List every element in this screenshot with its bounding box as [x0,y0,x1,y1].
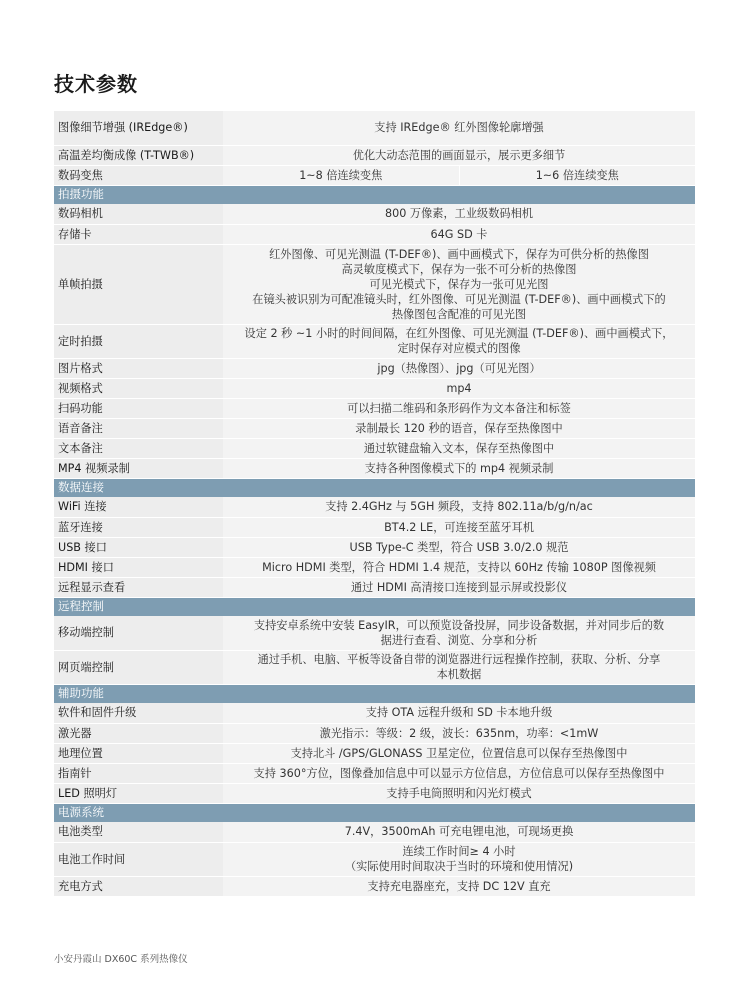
section-header [54,185,695,204]
spec-value-line: 通过手机、电脑、平板等设备自带的浏览器进行远程操作控制，获取、分析、分享 [257,653,661,666]
spec-row [54,224,695,244]
spec-label: 充电方式 [54,876,223,896]
spec-label: 网页端控制 [54,650,223,684]
spec-value: 800 万像素，工业级数码相机 [223,204,695,224]
spec-value: 支持 2.4GHz 与 5GH 频段，支持 802.11a/b/g/n/ac [223,497,695,517]
spec-value-line: 热像图包含配准的可见光图 [391,307,527,321]
spec-row [54,418,695,438]
spec-value-line: 支持安卓系统中安装 EasyIR，可以预览设备投屏，同步设备数据，并对同步后的数 [253,618,665,632]
spec-value: 支持各种图像模式下的 mp4 视频录制 [223,458,695,478]
spec-label: 视频格式 [54,378,223,398]
section-header [54,597,695,616]
spec-value: mp4 [223,378,695,398]
spec-label: 电池工作时间 [54,842,223,876]
section-title: 电源系统 [54,803,695,822]
spec-value: 支持 360°方位，图像叠加信息中可以显示方位信息，方位信息可以保存至热像图中 [223,763,695,783]
spec-value: 录制最长 120 秒的语音，保存至热像图中 [223,418,695,438]
spec-label: LED 照明灯 [54,783,223,803]
spec-row [54,438,695,458]
spec-label: MP4 视频录制 [54,458,223,478]
spec-label: 远程显示查看 [54,577,223,597]
spec-value: 支持北斗 /GPS/GLONASS 卫星定位，位置信息可以保存至热像图中 [223,743,695,763]
spec-row [54,616,695,650]
spec-label: 地理位置 [54,743,223,763]
spec-row [54,244,695,324]
spec-row [54,842,695,876]
spec-row [54,398,695,418]
section-header [54,478,695,497]
spec-value: 支持 OTA 远程升级和 SD 卡本地升级 [223,703,695,723]
spec-label: 高温差均衡成像 (T-TWB®) [54,145,223,165]
spec-value: 支持 IREdge® 红外图像轮廓增强 [223,111,695,145]
spec-value-line: 在镜头被识别为可配准镜头时，红外图像、可见光测温 (T-DEF®)、画中画模式下的 [252,292,666,306]
spec-label: 图像细节增强 (IREdge®) [54,111,223,145]
section-title: 拍摄功能 [54,185,695,204]
spec-label: 数码相机 [54,204,223,224]
spec-row [54,145,695,165]
spec-value [223,244,695,324]
spec-value-right: 1~6 倍连续变焦 [459,165,695,185]
spec-label: USB 接口 [54,537,223,557]
spec-value: 优化大动态范围的画面显示，展示更多细节 [223,145,695,165]
spec-row [54,723,695,743]
spec-value-line: 设定 2 秒 ~1 小时的时间间隔，在红外图像、可见光测温 (T-DEF®)、画中画模式下， [244,327,674,340]
spec-row [54,537,695,557]
spec-row [54,763,695,783]
spec-label: 单帧拍摄 [54,244,223,324]
spec-label: 扫码功能 [54,398,223,418]
spec-label: 文本备注 [54,438,223,458]
spec-value: 可以扫描二维码和条形码作为文本备注和标签 [223,398,695,418]
spec-value: 64G SD 卡 [223,224,695,244]
spec-value: 7.4V，3500mAh 可充电锂电池，可现场更换 [223,822,695,842]
spec-label: WiFi 连接 [54,497,223,517]
section-title: 数据连接 [54,478,695,497]
spec-label: 语音备注 [54,418,223,438]
spec-label: 指南针 [54,763,223,783]
spec-value-line: 连续工作时间≥ 4 小时 [402,845,516,858]
spec-row [54,378,695,398]
spec-value-left: 1~8 倍连续变焦 [223,165,459,185]
spec-table [54,111,695,897]
spec-value [223,842,695,876]
spec-value-line: 红外图像、可见光测温 (T-DEF®)、画中画模式下，保存为可供分析的热像图 [269,247,649,261]
spec-value [223,616,695,650]
spec-label: 激光器 [54,723,223,743]
spec-row [54,577,695,597]
spec-value: Micro HDMI 类型，符合 HDMI 1.4 规范，支持以 60Hz 传输 1080P 图像视频 [223,557,695,577]
spec-label: 软件和固件升级 [54,703,223,723]
spec-value-line: 本机数据 [436,668,482,681]
spec-row [54,783,695,803]
spec-label: HDMI 接口 [54,557,223,577]
spec-label: 电池类型 [54,822,223,842]
spec-value [223,324,695,358]
spec-row [54,650,695,684]
spec-label: 定时拍摄 [54,324,223,358]
spec-row [54,324,695,358]
spec-value-line: 高灵敏度模式下，保存为一张不可分析的热像图 [341,262,577,276]
spec-row [54,876,695,896]
spec-value: 支持充电器座充，支持 DC 12V 直充 [223,876,695,896]
spec-value: BT4.2 LE，可连接至蓝牙耳机 [223,517,695,537]
footer-text: 小安丹霞山 DX60C 系列热像仪 [54,954,188,965]
spec-label: 蓝牙连接 [54,517,223,537]
spec-row [54,703,695,723]
spec-value-line: 据进行查看、浏览、分享和分析 [380,633,538,647]
section-header [54,803,695,822]
spec-row [54,111,695,145]
spec-label: 数码变焦 [54,165,223,185]
spec-value: 支持手电筒照明和闪光灯模式 [223,783,695,803]
spec-row [54,458,695,478]
spec-row [54,358,695,378]
spec-row [54,204,695,224]
spec-value-line: （实际使用时间取决于当时的环境和使用情况) [344,860,574,873]
spec-row [54,557,695,577]
spec-value: 通过软键盘输入文本，保存至热像图中 [223,438,695,458]
spec-value: 通过 HDMI 高清接口连接到显示屏或投影仪 [223,577,695,597]
spec-row [54,822,695,842]
spec-value-line: 定时保存对应模式的图像 [397,342,521,355]
spec-table-body [54,111,695,896]
spec-label: 图片格式 [54,358,223,378]
spec-label: 存储卡 [54,224,223,244]
spec-value: 激光指示：等级：2 级，波长：635nm，功率：<1mW [223,723,695,743]
page-title: 技术参数 [54,72,138,96]
spec-value: USB Type-C 类型，符合 USB 3.0/2.0 规范 [223,537,695,557]
section-title: 辅助功能 [54,684,695,703]
spec-row [54,517,695,537]
spec-value [223,650,695,684]
spec-label: 移动端控制 [54,616,223,650]
section-title: 远程控制 [54,597,695,616]
spec-row-zoom [54,165,695,185]
spec-value: jpg（热像图）、jpg（可见光图） [223,358,695,378]
spec-row [54,743,695,763]
spec-value-line: 可见光模式下，保存为一张可见光图 [369,277,549,291]
section-header [54,684,695,703]
spec-row [54,497,695,517]
